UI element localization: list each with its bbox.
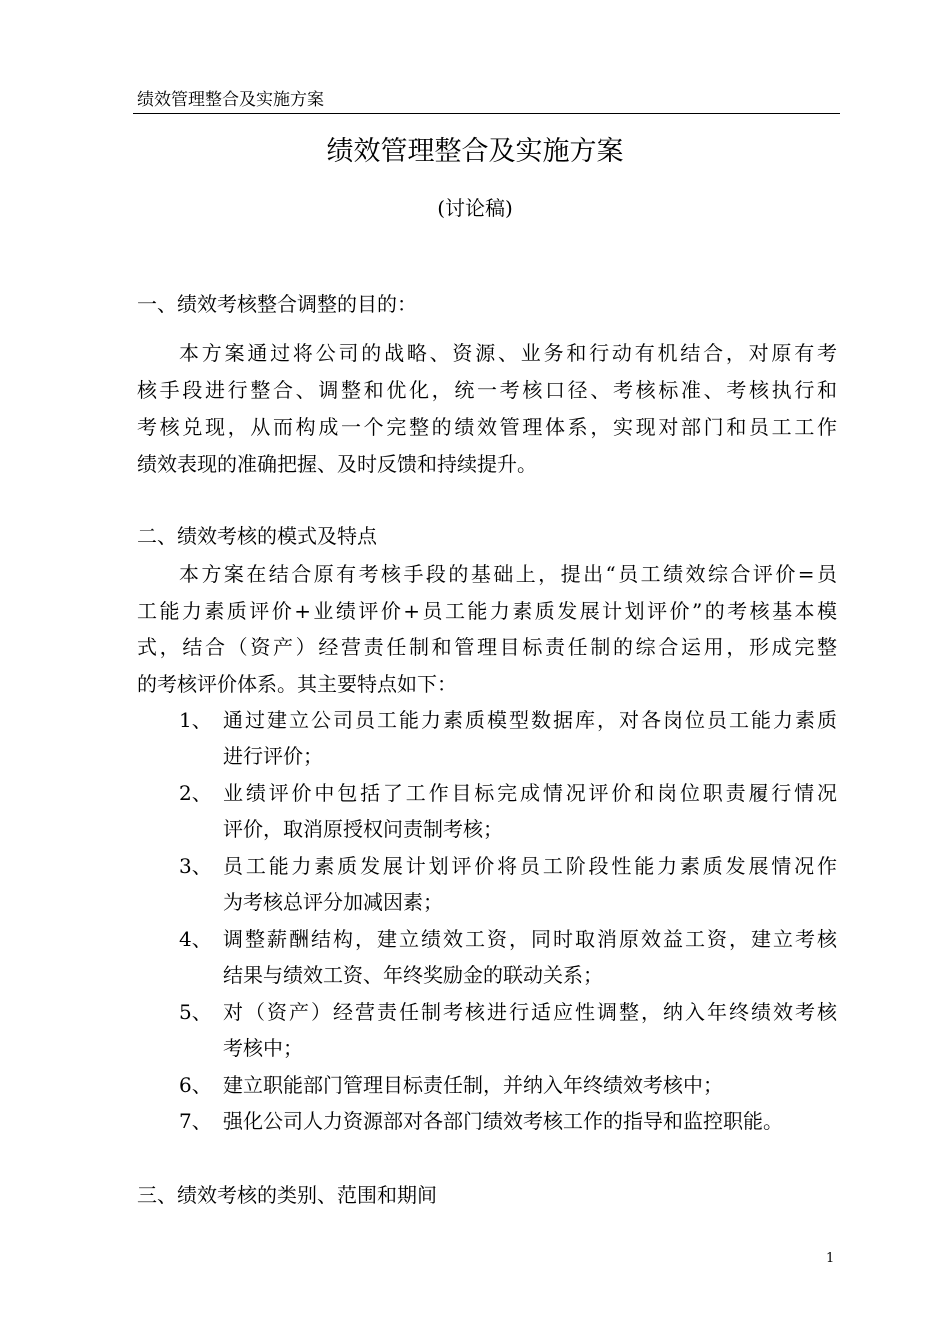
list-item-number: 2、 [179, 781, 212, 805]
list-item-number: 6、 [179, 1073, 212, 1097]
list-item-line: 结果与绩效工资、年终奖励金的联动关系； [223, 963, 603, 987]
list-item-line: 评价，取消原授权问责制考核； [223, 817, 503, 841]
paragraph-line: 工能力素质评价+业绩评价+员工能力素质发展计划评价”的考核基本模 [137, 599, 837, 623]
paragraph-line: 本方案在结合原有考核手段的基础上，提出“员工绩效综合评价=员 [179, 562, 837, 586]
header-divider [133, 113, 840, 114]
list-item-line: 进行评价； [223, 744, 323, 768]
running-header: 绩效管理整合及实施方案 [137, 90, 324, 110]
document-title: 绩效管理整合及实施方案 [326, 136, 624, 167]
paragraph-line: 的考核评价体系。其主要特点如下： [137, 672, 457, 696]
section-heading: 二、绩效考核的模式及特点 [137, 524, 377, 548]
list-item-number: 3、 [179, 854, 212, 878]
list-item-number: 5、 [179, 1000, 212, 1024]
list-item-line: 强化公司人力资源部对各部门绩效考核工作的指导和监控职能。 [223, 1109, 783, 1133]
list-item-line: 为考核总评分加减因素； [223, 890, 443, 914]
list-item-line: 业绩评价中包括了工作目标完成情况评价和岗位职责履行情况 [223, 781, 837, 805]
list-item-line: 对（资产）经营责任制考核进行适应性调整，纳入年终绩效考核 [223, 1000, 837, 1024]
list-item-number: 7、 [179, 1109, 212, 1133]
section-heading: 三、绩效考核的类别、范围和期间 [137, 1183, 437, 1207]
section-heading: 一、绩效考核整合调整的目的： [137, 292, 417, 316]
page-number: 1 [826, 1251, 835, 1266]
paragraph-line: 考核兑现，从而构成一个完整的绩效管理体系，实现对部门和员工工作 [137, 415, 837, 439]
list-item-line: 员工能力素质发展计划评价将员工阶段性能力素质发展情况作 [223, 854, 837, 878]
paragraph-line: 绩效表现的准确把握、及时反馈和持续提升。 [137, 452, 537, 476]
paragraph-line: 核手段进行整合、调整和优化，统一考核口径、考核标准、考核执行和 [137, 378, 837, 402]
list-item-number: 4、 [179, 927, 212, 951]
paragraph-line: 式，结合（资产）经营责任制和管理目标责任制的综合运用，形成完整 [137, 635, 837, 659]
paragraph-line: 本方案通过将公司的战略、资源、业务和行动有机结合，对原有考 [179, 341, 837, 365]
list-item-number: 1、 [179, 708, 212, 732]
list-item-line: 通过建立公司员工能力素质模型数据库，对各岗位员工能力素质 [223, 708, 837, 732]
list-item-line: 建立职能部门管理目标责任制，并纳入年终绩效考核中； [223, 1073, 723, 1097]
document-subtitle: (讨论稿) [437, 196, 513, 220]
list-item-line: 调整薪酬结构，建立绩效工资，同时取消原效益工资，建立考核 [223, 927, 837, 951]
list-item-line: 考核中； [223, 1036, 303, 1060]
